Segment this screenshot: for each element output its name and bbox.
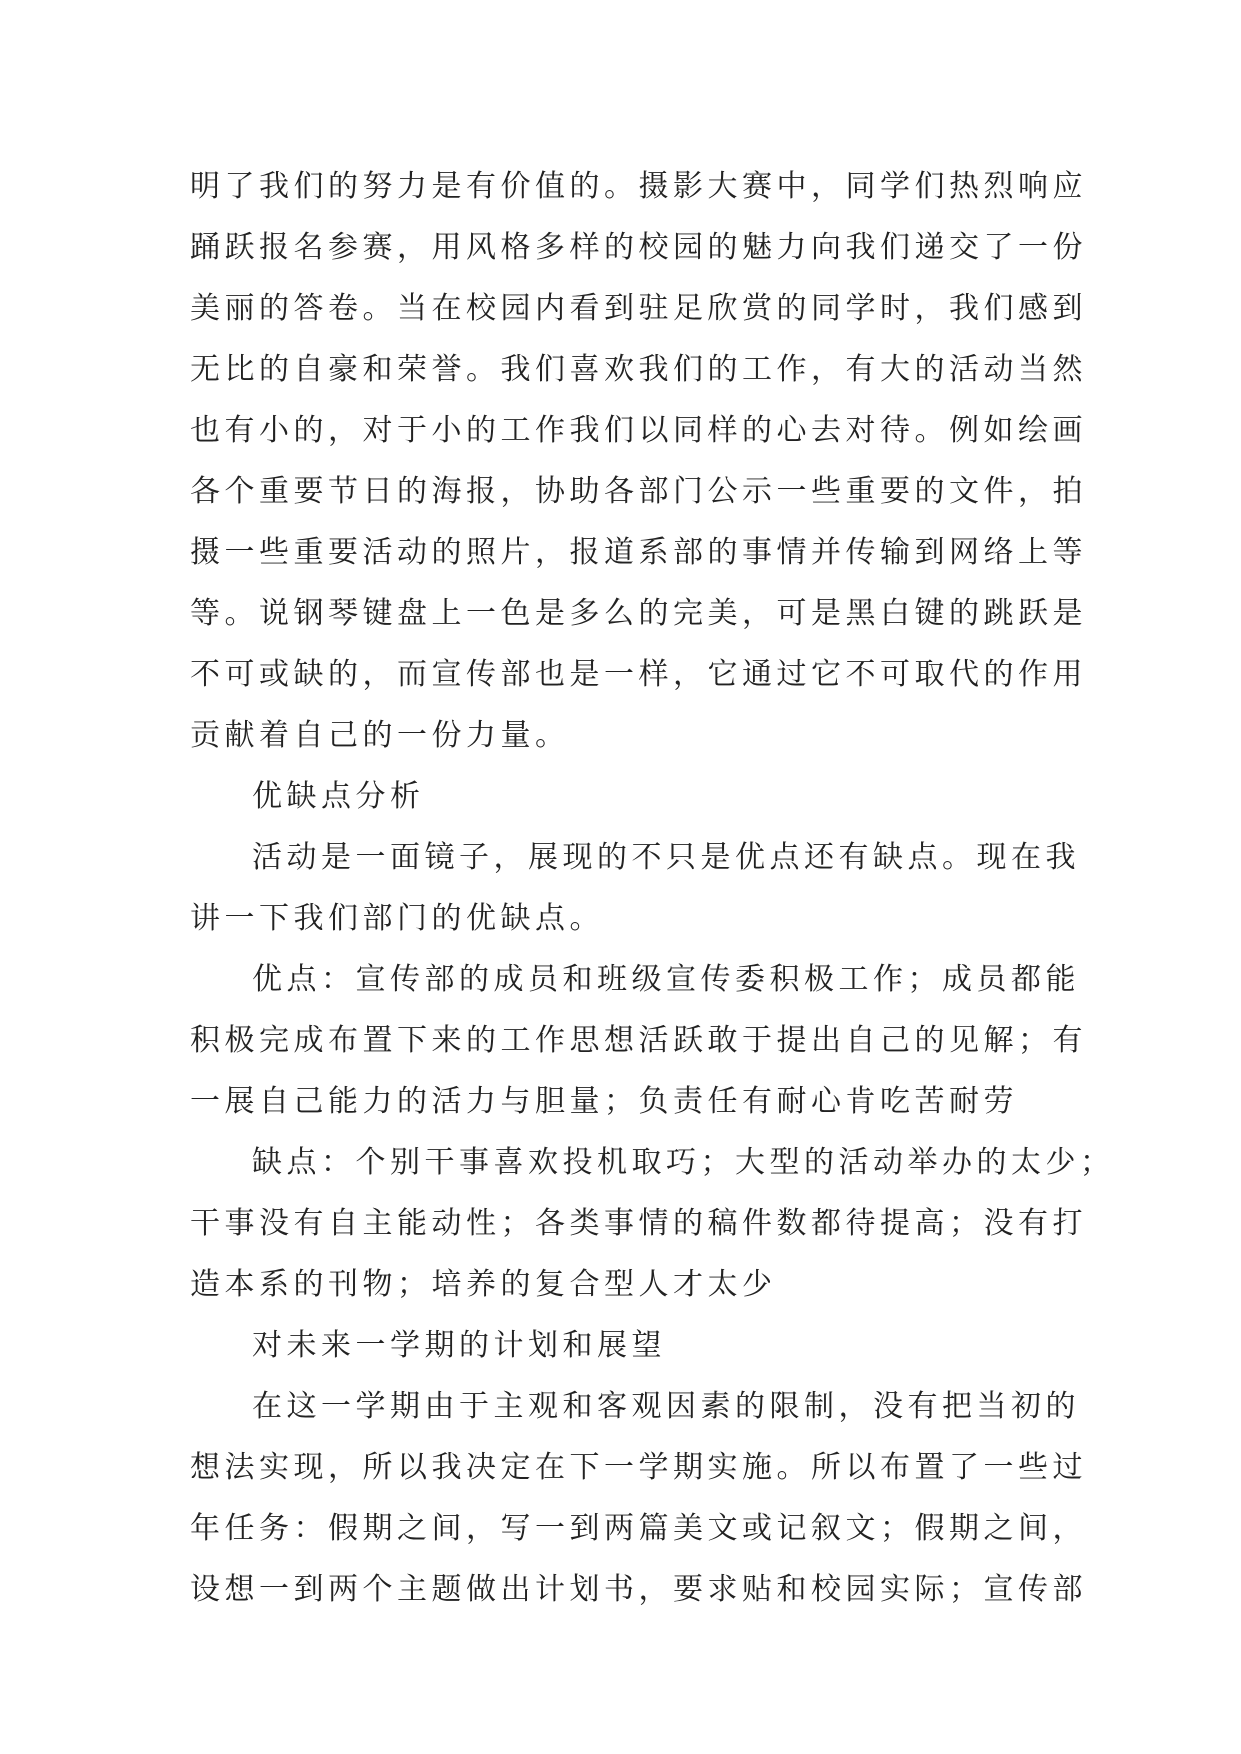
text-line: 缺点：个别干事喜欢投机取巧；大型的活动举办的太少； bbox=[252, 1145, 1115, 1180]
text-line: 各个重要节日的海报，协助各部门公示一些重要的文件，拍 bbox=[190, 474, 1087, 509]
text-line: 摄一些重要活动的照片，报道系部的事情并传输到网络上等 bbox=[190, 535, 1087, 570]
section-heading-plan: 对未来一学期的计划和展望 bbox=[252, 1328, 666, 1363]
text-line: 想法实现，所以我决定在下一学期实施。所以布置了一些过 bbox=[190, 1450, 1087, 1485]
document-body bbox=[190, 156, 1115, 1620]
text-line: 年任务：假期之间，写一到两篇美文或记叙文；假期之间， bbox=[190, 1511, 1087, 1546]
text-line: 美丽的答卷。当在校园内看到驻足欣赏的同学时，我们感到 bbox=[190, 291, 1087, 326]
text-line: 讲一下我们部门的优缺点。 bbox=[190, 901, 604, 936]
text-line: 在这一学期由于主观和客观因素的限制，没有把当初的 bbox=[252, 1389, 1080, 1424]
text-line: 无比的自豪和荣誉。我们喜欢我们的工作，有大的活动当然 bbox=[190, 352, 1087, 387]
text-line: 贡献着自己的一份力量。 bbox=[190, 718, 570, 753]
text-line: 优点：宣传部的成员和班级宣传委积极工作；成员都能 bbox=[252, 962, 1080, 997]
section-heading-pros-cons: 优缺点分析 bbox=[252, 779, 425, 814]
text-line: 明了我们的努力是有价值的。摄影大赛中，同学们热烈响应 bbox=[190, 169, 1087, 204]
text-line: 活动是一面镜子，展现的不只是优点还有缺点。现在我 bbox=[252, 840, 1080, 875]
text-line: 也有小的，对于小的工作我们以同样的心去对待。例如绘画 bbox=[190, 413, 1087, 448]
text-line: 等。说钢琴键盘上一色是多么的完美，可是黑白键的跳跃是 bbox=[190, 596, 1087, 631]
text-line: 造本系的刊物；培养的复合型人才太少 bbox=[190, 1267, 777, 1302]
text-line: 干事没有自主能动性；各类事情的稿件数都待提高；没有打 bbox=[190, 1206, 1087, 1241]
text-line: 积极完成布置下来的工作思想活跃敢于提出自己的见解；有 bbox=[190, 1023, 1087, 1058]
text-line: 一展自己能力的活力与胆量；负责任有耐心肯吃苦耐劳 bbox=[190, 1084, 1018, 1119]
text-line: 设想一到两个主题做出计划书，要求贴和校园实际；宣传部 bbox=[190, 1572, 1087, 1607]
text-line: 不可或缺的，而宣传部也是一样，它通过它不可取代的作用 bbox=[190, 657, 1087, 692]
text-line: 踊跃报名参赛，用风格多样的校园的魅力向我们递交了一份 bbox=[190, 230, 1087, 265]
